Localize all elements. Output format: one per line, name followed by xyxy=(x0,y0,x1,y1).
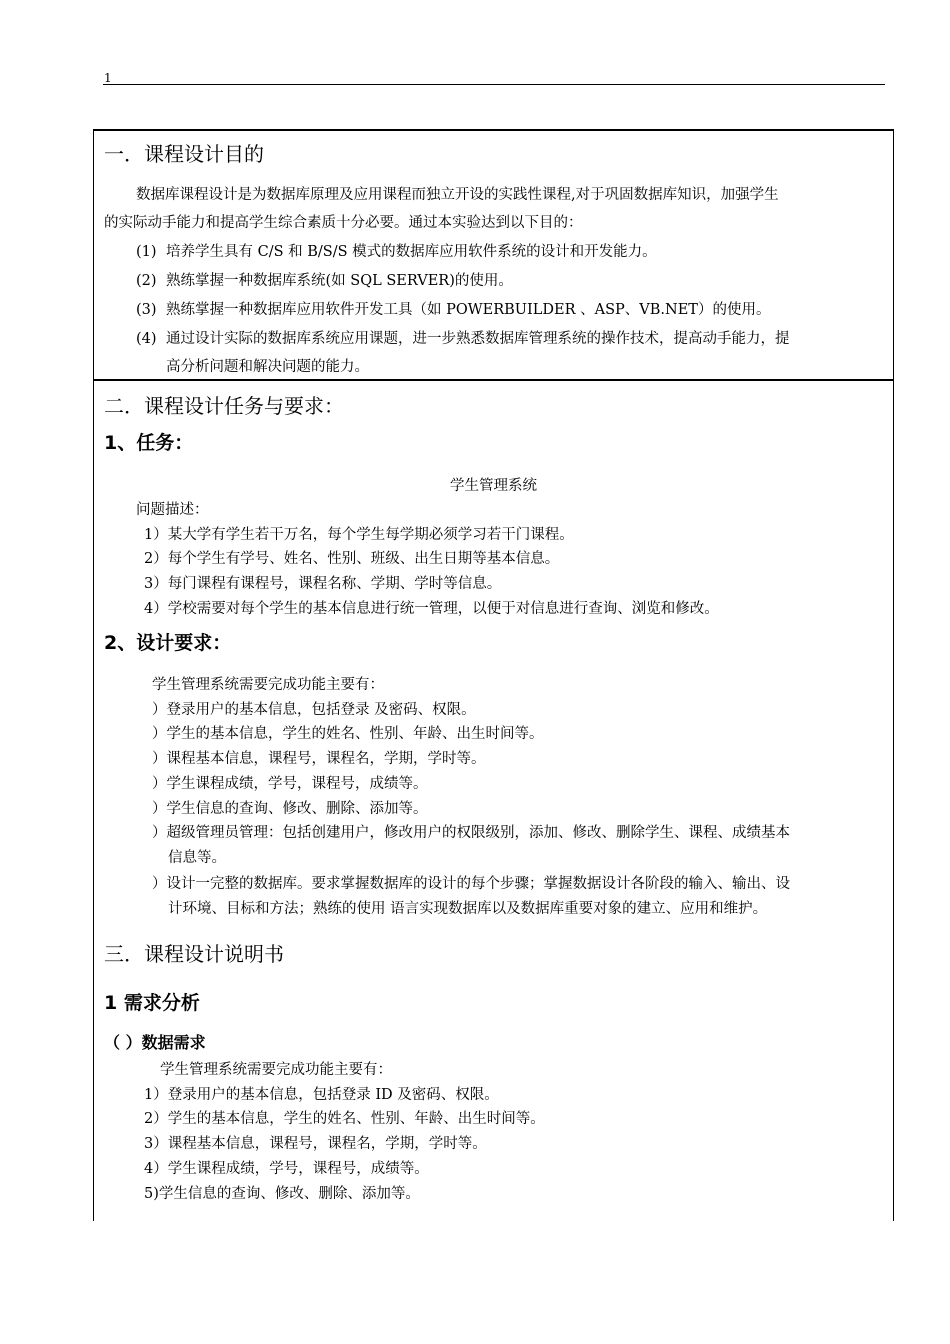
requirement-item: ）学生信息的查询、修改、删除、添加等。 xyxy=(152,801,428,817)
objective-text-3: 熟练掌握一种数据库应用软件开发工具（如 POWERBUILDER 、ASP、VB.NET）的使用。 xyxy=(166,302,771,318)
data-requirements-intro: 学生管理系统需要完成功能主要有： xyxy=(160,1062,392,1078)
requirement-item: ）超级管理员管理：包括创建用户，修改用户的权限级别，添加、修改、删除学生、课程、成绩基本 xyxy=(152,825,790,841)
objective-num-2: (2) xyxy=(136,273,157,289)
section2-heading: 二．课程设计任务与要求： xyxy=(104,394,344,418)
data-requirement-item: 1）登录用户的基本信息，包括登录 ID 及密码、权限。 xyxy=(144,1087,499,1103)
requirement-item-cont: 计环境、目标和方法；熟练的使用 语言实现数据库以及数据库重要对象的建立、应用和维护。 xyxy=(168,901,768,917)
objective-num-4: (4) xyxy=(136,331,157,347)
objective-num-1: (1) xyxy=(136,244,157,260)
data-requirement-item: 5)学生信息的查询、修改、删除、添加等。 xyxy=(144,1186,420,1202)
system-title: 学生管理系统 xyxy=(450,478,537,494)
section1-heading: 一．课程设计目的 xyxy=(104,142,264,166)
problem-item: 4）学校需要对每个学生的基本信息进行统一管理，以便于对信息进行查询、浏览和修改。 xyxy=(144,601,719,617)
objective-text-4: 通过设计实际的数据库系统应用课题，进一步熟悉数据库管理系统的操作技术，提高动手能力，提 xyxy=(166,331,790,347)
requirement-item: ）设计一完整的数据库。要求掌握数据库的设计的每个步骤；掌握数据设计各阶段的输入、输出、设 xyxy=(152,876,790,892)
section3-heading: 三．课程设计说明书 xyxy=(104,942,284,966)
objective-text-2: 熟练掌握一种数据库系统(如 SQL SERVER)的使用。 xyxy=(166,273,513,289)
requirement-item: ）登录用户的基本信息，包括登录 及密码、权限。 xyxy=(152,702,476,718)
requirements-intro: 学生管理系统需要完成功能主要有： xyxy=(152,677,384,693)
requirement-item: ）学生的基本信息，学生的姓名、性别、年龄、出生时间等。 xyxy=(152,726,544,742)
section1-intro-line2: 的实际动手能力和提高学生综合素质十分必要。通过本实验达到以下目的： xyxy=(104,215,583,231)
requirement-item: ）课程基本信息，课程号，课程名，学期，学时等。 xyxy=(152,751,486,767)
problem-item: 3）每门课程有课程号，课程名称、学期、学时等信息。 xyxy=(144,576,502,592)
data-requirements-heading: （ ）数据需求 xyxy=(104,1033,206,1052)
problem-item: 1）某大学有学生若干万名，每个学生每学期必须学习若干门课程。 xyxy=(144,527,574,543)
requirement-item-cont: 信息等。 xyxy=(168,850,226,866)
requirements-analysis-heading: 1 需求分析 xyxy=(104,992,200,1014)
requirement-item: ）学生课程成绩，学号，课程号，成绩等。 xyxy=(152,776,428,792)
header-rule xyxy=(103,84,885,85)
objective-num-3: (3) xyxy=(136,302,157,318)
objective-text-1: 培养学生具有 C/S 和 B/S/S 模式的数据库应用软件系统的设计和开发能力。 xyxy=(166,244,657,260)
task-heading: 1、任务： xyxy=(104,432,194,454)
section1-intro-line1: 数据库课程设计是为数据库原理及应用课程而独立开设的实践性课程,对于巩固数据库知识，加强学生 xyxy=(136,187,779,203)
data-requirement-item: 2）学生的基本信息，学生的姓名、性别、年龄、出生时间等。 xyxy=(144,1111,545,1127)
data-requirement-item: 4）学生课程成绩，学号，课程号，成绩等。 xyxy=(144,1161,429,1177)
problem-item: 2）每个学生有学号、姓名、性别、班级、出生日期等基本信息。 xyxy=(144,551,560,567)
requirements-heading: 2、设计要求： xyxy=(104,632,232,654)
objective-text-4-cont: 高分析问题和解决问题的能力。 xyxy=(166,359,369,375)
section-divider xyxy=(93,379,894,381)
data-requirement-item: 3）课程基本信息，课程号，课程名，学期，学时等。 xyxy=(144,1136,487,1152)
problem-label: 问题描述： xyxy=(136,502,209,518)
page-number: 1 xyxy=(104,71,112,85)
